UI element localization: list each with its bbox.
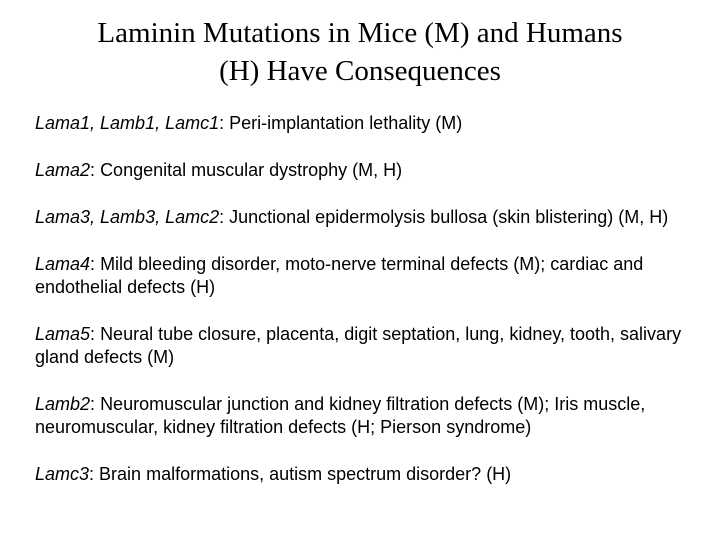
list-item <box>35 323 705 369</box>
list-item <box>35 159 705 182</box>
gene-name: Lama4 <box>35 254 91 274</box>
list-item <box>35 253 705 299</box>
phenotype-description: Neural tube closure, placenta, digit septation, lung, kidney, tooth, salivary gland defects (M) <box>35 324 682 367</box>
separator: : <box>219 113 230 133</box>
gene-name: Lamb2 <box>35 394 91 414</box>
list-item <box>35 206 705 229</box>
list-item <box>35 463 705 486</box>
separator: : <box>90 160 101 180</box>
title-line-1: Laminin Mutations in Mice (M) and Humans <box>97 17 623 49</box>
phenotype-description: Brain malformations, autism spectrum disorder? (H) <box>99 464 512 484</box>
slide-title <box>0 14 720 90</box>
phenotype-description: Neuromuscular junction and kidney filtration defects (M); Iris muscle, neuromuscular, kidney filtration defects (H; Pierson syndrome) <box>35 394 646 437</box>
separator: : <box>89 464 100 484</box>
mutation-list <box>35 112 705 510</box>
phenotype-description: Junctional epidermolysis bullosa (skin blistering) (M, H) <box>229 207 669 227</box>
list-item <box>35 393 705 439</box>
phenotype-description: Peri-implantation lethality (M) <box>229 113 463 133</box>
separator: : <box>90 324 101 344</box>
separator: : <box>219 207 230 227</box>
separator: : <box>90 254 101 274</box>
separator: : <box>90 394 101 414</box>
gene-name: Lama3, Lamb3, Lamc2 <box>35 207 220 227</box>
list-item <box>35 112 705 135</box>
gene-name: Lama2 <box>35 160 91 180</box>
phenotype-description: Congenital muscular dystrophy (M, H) <box>100 160 403 180</box>
gene-name: Lama1, Lamb1, Lamc1 <box>35 113 220 133</box>
gene-name: Lama5 <box>35 324 91 344</box>
phenotype-description: Mild bleeding disorder, moto-nerve terminal defects (M); cardiac and endothelial defects (H) <box>35 254 644 297</box>
title-line-2: (H) Have Consequences <box>219 55 501 87</box>
gene-name: Lamc3 <box>35 464 90 484</box>
